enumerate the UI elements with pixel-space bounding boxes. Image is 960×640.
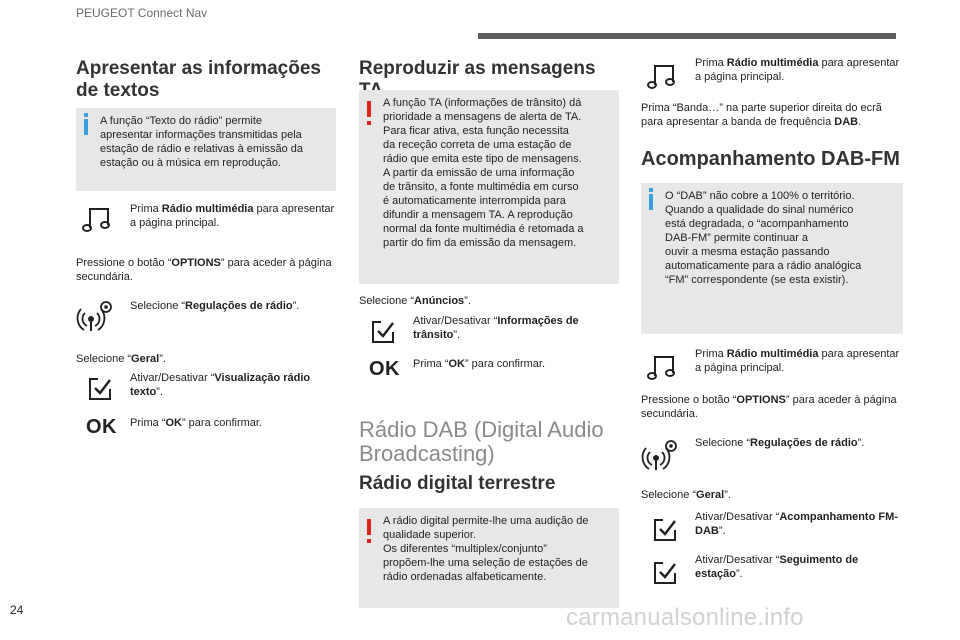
paragraph: Selecione “Anúncios”. — [359, 295, 471, 307]
step-text: Selecione “Regulações de rádio”. — [695, 437, 865, 449]
music-note-icon — [76, 203, 116, 233]
info-note-box — [641, 183, 903, 334]
music-note-icon — [641, 60, 681, 90]
paragraph: Prima “Banda…” na parte superior direita do ecrã para apresentar a banda de frequência DAB. — [641, 102, 882, 128]
info-icon — [84, 119, 88, 135]
checkbox-icon — [641, 514, 681, 544]
info-note-box — [76, 108, 336, 191]
running-header: PEUGEOT Connect Nav — [76, 6, 208, 20]
header-bar — [478, 33, 896, 39]
paragraph: Selecione “Geral”. — [76, 353, 166, 365]
step-row — [359, 314, 619, 348]
warning-icon — [367, 519, 371, 535]
checkbox-icon — [76, 373, 116, 403]
step-row — [76, 295, 336, 331]
step-text: Prima Rádio multimédia para apresentar a página principal. — [695, 57, 900, 83]
ok-icon: OK — [369, 358, 400, 380]
step-row — [641, 347, 903, 381]
step-row — [641, 510, 903, 544]
warning-note-text: A rádio digital permite-lhe uma audição de qualidade superior. Os diferentes “multiplex/conjunto” propõem-lhe uma seleção de estações de rádio ordenadas alfabeticamente. — [383, 515, 589, 583]
info-note-text: A função “Texto do rádio” permite apresentar informações transmitidas pela estação de rádio e relativas à emissão da estação ou à música em reprodução. — [100, 115, 304, 169]
paragraph: Pressione o botão “OPTIONS” para aceder à página secundária. — [76, 257, 332, 283]
step-text: Ativar/Desativar “Acompanhamento FM-DAB”. — [695, 511, 898, 537]
step-row — [359, 357, 619, 381]
step-row — [76, 202, 336, 234]
info-note-text: O “DAB” não cobre a 100% o território. Quando a qualidade do sinal numérico está degradada, o “acompanhamento DAB-FM” permite continuar a ouvir a mesma estação passando automaticamente para a rádio analógica “FM” correspondente (se esta existir). — [665, 190, 862, 286]
warning-note-box — [359, 508, 619, 608]
paragraph: Selecione “Geral”. — [641, 489, 731, 501]
warning-note-text: A função TA (informações de trânsito) dá prioridade a mensagens de alerta de TA. Para ficar ativa, esta função necessita da receção correta de uma estação de rádio que emita este tipo de mensagens. A partir da emissão de uma informação de trânsito, a fonte multimédia em curso é automaticamente interrompida para difundir a mensagem TA. A reprodução normal da fonte multimédia é retomada a partir do fim da emissão da mensagem. — [383, 97, 584, 249]
step-text: Selecione “Regulações de rádio”. — [130, 300, 300, 312]
step-row — [641, 432, 903, 468]
warning-icon — [367, 101, 371, 117]
step-row — [76, 371, 336, 405]
radio-settings-icon — [76, 297, 116, 333]
section-heading-dab-fm: Acompanhamento DAB-FM — [641, 148, 900, 170]
section-heading-ta: Reproduzir as mensagens — [359, 58, 596, 79]
section-heading-text-info: Apresentar as informações de textos — [76, 58, 321, 101]
step-text: Prima Rádio multimédia para apresentar a página principal. — [130, 203, 335, 229]
paragraph: Pressione o botão “OPTIONS” para aceder à página secundária. — [641, 394, 897, 420]
checkbox-icon — [359, 316, 399, 346]
step-text: Prima “OK” para confirmar. — [130, 417, 263, 429]
step-text: Ativar/Desativar “Visualização rádio texto”. — [130, 372, 311, 398]
checkbox-icon — [641, 557, 681, 587]
ok-icon: OK — [86, 416, 117, 438]
step-text: Ativar/Desativar “Informações de trânsito”. — [413, 315, 579, 341]
music-note-icon — [641, 351, 681, 381]
warning-note-box — [359, 90, 619, 284]
step-row — [76, 416, 336, 440]
step-row — [641, 56, 903, 90]
step-text: Ativar/Desativar “Seguimento de estação”. — [695, 554, 859, 580]
info-icon — [649, 194, 653, 210]
step-row — [641, 553, 903, 587]
step-text: Prima Rádio multimédia para apresentar a página principal. — [695, 348, 900, 374]
watermark: carmanualsonline.info — [566, 604, 804, 631]
step-text: Prima “OK” para confirmar. — [413, 358, 546, 370]
radio-settings-icon — [641, 436, 681, 472]
page-number: 24 — [10, 603, 24, 617]
chapter-title-dab: Rádio DAB (Digital Audio Broadcasting) — [359, 417, 604, 466]
section-heading-digital-radio: Rádio digital terrestre — [359, 473, 556, 494]
